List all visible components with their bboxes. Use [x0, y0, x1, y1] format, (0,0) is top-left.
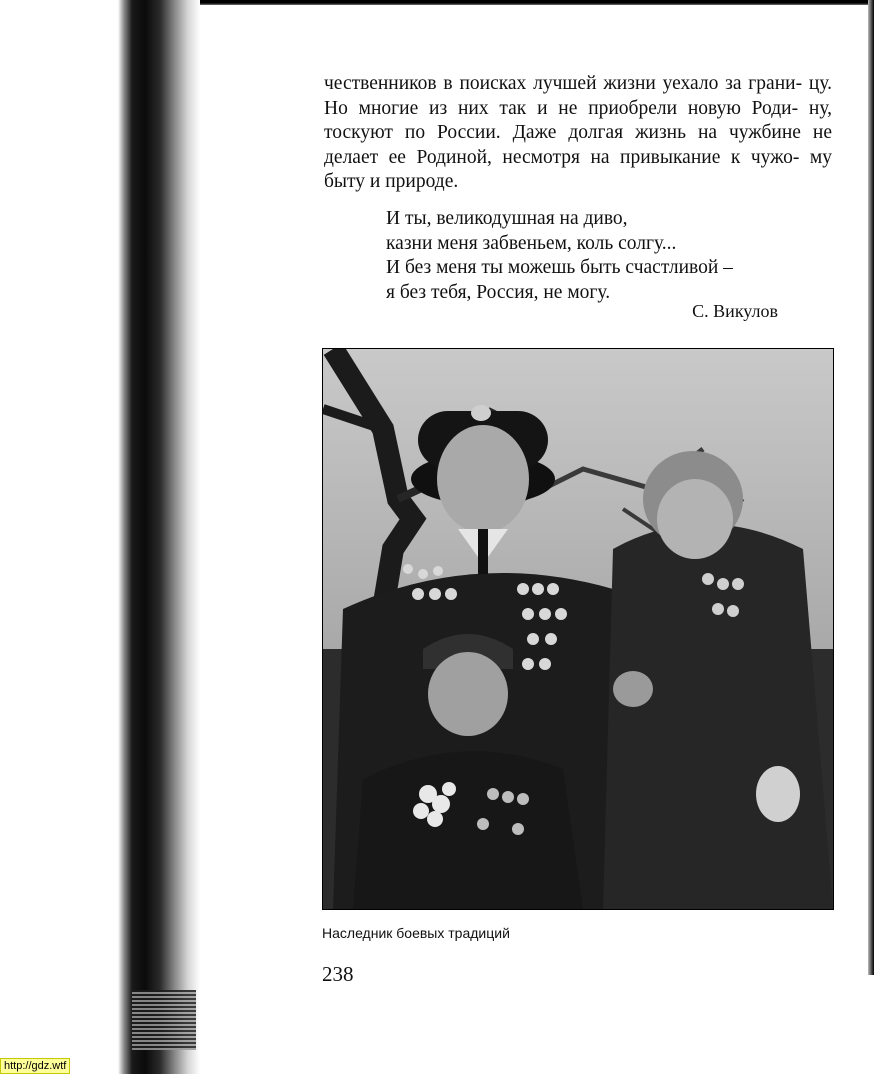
paragraph-line: чественников в поисках лучшей жизни уехало за грани- — [324, 73, 803, 94]
veterans-photo — [322, 348, 834, 910]
paragraph-line: не делает ее Родиной, несмотря на привыкание к чужо- — [324, 122, 832, 168]
body-paragraph — [324, 72, 832, 195]
paragraph-line: цу. Но многие из них так и не приобрели новую Роди- — [324, 73, 832, 119]
page-right-edge — [868, 0, 874, 975]
paragraph-line: му быту и природе. — [324, 146, 832, 192]
photo-caption: Наследник боевых традиций — [322, 925, 510, 941]
photo-illustration — [323, 349, 833, 909]
book-spine-shadow — [0, 0, 200, 1074]
site-watermark-badge[interactable]: http://gdz.wtf — [0, 1058, 70, 1074]
paragraph-line: ну, тоскуют по России. Даже долгая жизнь на чужбине — [324, 97, 832, 143]
poem-author: С. Викулов — [692, 301, 778, 321]
page-number: 238 — [322, 962, 354, 986]
poem-line: казни меня забвеньем, коль солгу... — [386, 232, 677, 254]
poem-line: я без тебя, Россия, не могу. — [386, 281, 611, 303]
page-top-edge — [126, 0, 874, 5]
poem-line: И ты, великодушная на диво, — [386, 208, 628, 229]
book-spine-texture — [132, 990, 196, 1050]
poem-line: И без меня ты можешь быть счастливой – — [386, 257, 733, 278]
poem-block — [386, 207, 733, 305]
